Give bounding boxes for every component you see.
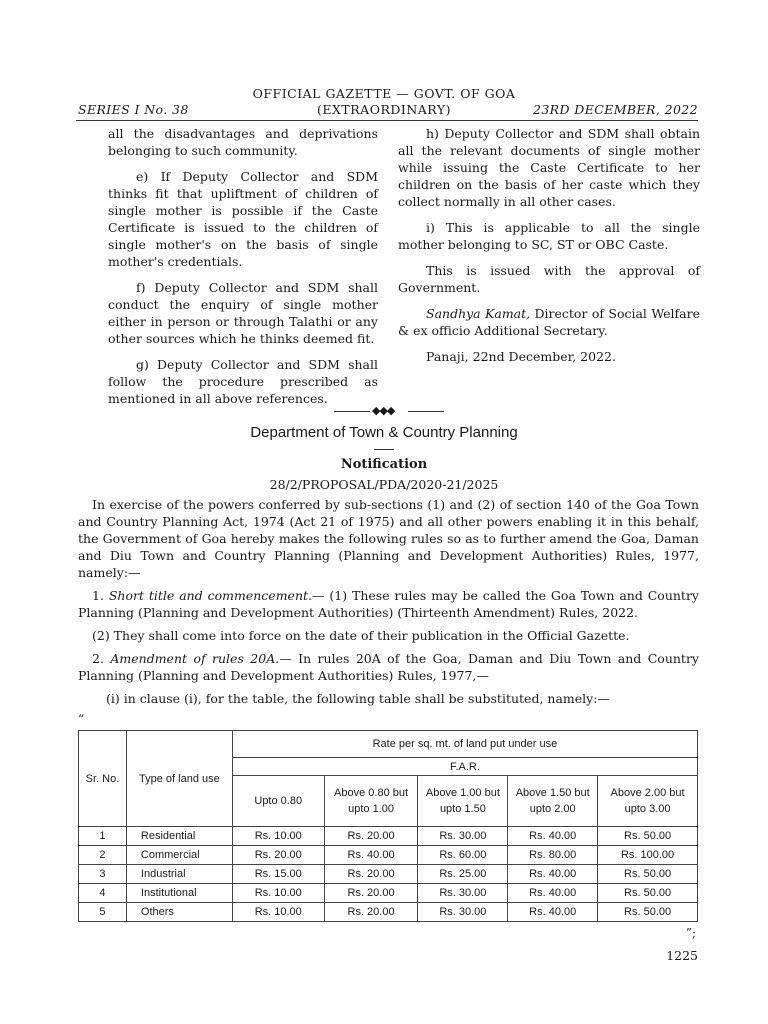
signatory-block xyxy=(398,305,700,339)
cell-rate: Rs. 20.00 xyxy=(324,903,418,922)
cell-rate: Rs. 10.00 xyxy=(232,884,324,903)
rule-1-number: 1. xyxy=(92,588,109,603)
cell-rate: Rs. 20.00 xyxy=(324,827,418,846)
paragraph-e: e) If Deputy Collector and SDM thinks fit that upliftment of children of single mother is possible if the Caste Certificate is issued to the children of single mother's on the basis of single mother's credentials. xyxy=(108,169,378,269)
rule-1-title: Short title and commencement.— xyxy=(108,588,325,603)
left-column xyxy=(108,125,378,416)
table-row xyxy=(79,827,698,846)
rule-1-text: (1) These rules may be called the Goa Town and Country Planning (Planning and Development Authorities) (Thirteenth Amendment) Rules, 2022. xyxy=(78,588,699,620)
cell-rate: Rs. 80.00 xyxy=(508,846,598,865)
cell-rate: Rs. 40.00 xyxy=(324,846,418,865)
cell-rate: Rs. 30.00 xyxy=(418,903,508,922)
header-rule xyxy=(76,120,698,121)
header-far-col: Above 1.00 but upto 1.50 xyxy=(418,776,508,827)
cell-rate: Rs. 15.00 xyxy=(232,865,324,884)
section-divider xyxy=(334,405,444,417)
rule-1 xyxy=(78,587,699,621)
cell-rate: Rs. 40.00 xyxy=(508,903,598,922)
cell-rate: Rs. 40.00 xyxy=(508,865,598,884)
preamble-paragraph: In exercise of the powers conferred by sub-sections (1) and (2) of section 140 of the Goa Town and Country Planning Act, 1974 (Act 21 of 1975) and all other powers enabling it in this behalf, the Government of Goa hereby makes the following rules so as to further amend the Goa, Daman and Diu Town and Country Planning (Planning and Development Authorities) Rules, 1977, namely:— xyxy=(78,497,699,580)
cell-rate: Rs. 100.00 xyxy=(598,846,698,865)
divider-diamonds: ◆◆◆ xyxy=(372,404,395,417)
approval-statement: This is issued with the approval of Government. xyxy=(398,263,700,295)
gazette-subtitle: (EXTRAORDINARY) xyxy=(317,102,451,117)
table-row xyxy=(79,865,698,884)
rule-2-number: 2. xyxy=(92,651,111,666)
cell-rate: Rs. 50.00 xyxy=(598,903,698,922)
rule-1-sub-2: (2) They shall come into force on the date of their publication in the Official Gazette. xyxy=(92,628,630,643)
paragraph-i: i) This is applicable to all the single mother belonging to SC, ST or OBC Caste. xyxy=(398,220,700,252)
cell-sr: 3 xyxy=(79,865,127,884)
series-number: SERIES I No. 38 xyxy=(78,102,189,117)
cell-rate: Rs. 50.00 xyxy=(598,827,698,846)
header-type: Type of land use xyxy=(126,731,232,827)
rate-table xyxy=(78,730,698,922)
issue-date: 23RD DECEMBER, 2022 xyxy=(532,102,698,117)
signatory-title: Director of Social Welfare & ex officio Additional Secretary. xyxy=(398,306,700,338)
cell-sr: 1 xyxy=(79,827,127,846)
notification-body xyxy=(78,496,699,713)
table-row xyxy=(79,846,698,865)
cell-rate: Rs. 60.00 xyxy=(418,846,508,865)
gazette-title: OFFICIAL GAZETTE — GOVT. OF GOA xyxy=(252,86,516,101)
cell-rate: Rs. 30.00 xyxy=(418,827,508,846)
cell-type: Institutional xyxy=(126,884,232,903)
department-rule xyxy=(374,449,394,450)
paragraph-f: f) Deputy Collector and SDM shall conduct the enquiry of single mother either in person or through Talathi or any other sources which he thinks deemed fit. xyxy=(108,280,378,346)
rule-2-text: In rules 20A of the Goa, Daman and Diu Town and Country Planning (Planning and Development Authorities) Rules, 1977,— xyxy=(78,651,699,683)
page-number: 1225 xyxy=(666,948,698,963)
paragraph-h: h) Deputy Collector and SDM shall obtain all the relevant documents of single mother while issuing the Caste Certificate to her children on the basis of her caste which they collect normally in all other cases. xyxy=(398,126,700,209)
divider-line-left xyxy=(334,411,370,412)
cell-rate: Rs. 40.00 xyxy=(508,827,598,846)
clause-text: (i) in clause (i), for the table, the following table shall be substituted, namely:— xyxy=(106,691,610,706)
cell-rate: Rs. 10.00 xyxy=(232,827,324,846)
cell-type: Others xyxy=(126,903,232,922)
notification-heading: Notification xyxy=(340,457,428,472)
close-quote: ”; xyxy=(685,926,696,940)
notification-reference: 28/2/PROPOSAL/PDA/2020-21/2025 xyxy=(269,477,499,492)
header-far-col: Above 2.00 but upto 3.00 xyxy=(598,776,698,827)
cell-sr: 4 xyxy=(79,884,127,903)
cell-rate: Rs. 30.00 xyxy=(418,884,508,903)
header-rate: Rate per sq. mt. of land put under use xyxy=(232,731,697,758)
cell-rate: Rs. 20.00 xyxy=(232,846,324,865)
cell-rate: Rs. 20.00 xyxy=(324,884,418,903)
rule-2-title: Amendment of rules 20A.— xyxy=(110,651,292,666)
divider-line-right xyxy=(408,411,444,412)
right-column xyxy=(398,125,700,374)
cell-type: Industrial xyxy=(126,865,232,884)
place-date: Panaji, 22nd December, 2022. xyxy=(426,349,616,364)
header-sr-no: Sr. No. xyxy=(79,731,127,827)
header-far-col: Above 1.50 but upto 2.00 xyxy=(508,776,598,827)
cell-rate: Rs. 20.00 xyxy=(324,865,418,884)
header-far-col: Upto 0.80 xyxy=(232,776,324,827)
cell-sr: 2 xyxy=(79,846,127,865)
cell-rate: Rs. 50.00 xyxy=(598,865,698,884)
cell-rate: Rs. 50.00 xyxy=(598,884,698,903)
cell-type: Residential xyxy=(126,827,232,846)
cell-rate: Rs. 25.00 xyxy=(418,865,508,884)
cell-sr: 5 xyxy=(79,903,127,922)
department-heading: Department of Town & Country Planning xyxy=(250,424,518,441)
open-quote: “ xyxy=(78,712,85,726)
header-far: F.A.R. xyxy=(232,758,697,776)
table-row xyxy=(79,884,698,903)
cell-rate: Rs. 10.00 xyxy=(232,903,324,922)
paragraph-g: g) Deputy Collector and SDM shall follow the procedure prescribed as mentioned in all above references. xyxy=(108,357,378,406)
rule-2 xyxy=(78,650,699,684)
table-row xyxy=(79,903,698,922)
header-far-col: Above 0.80 but upto 1.00 xyxy=(324,776,418,827)
paragraph-continuation: all the disadvantages and deprivations belonging to such community. xyxy=(108,126,378,158)
cell-rate: Rs. 40.00 xyxy=(508,884,598,903)
cell-type: Commercial xyxy=(126,846,232,865)
signatory-name: Sandhya Kamat, xyxy=(426,306,531,321)
